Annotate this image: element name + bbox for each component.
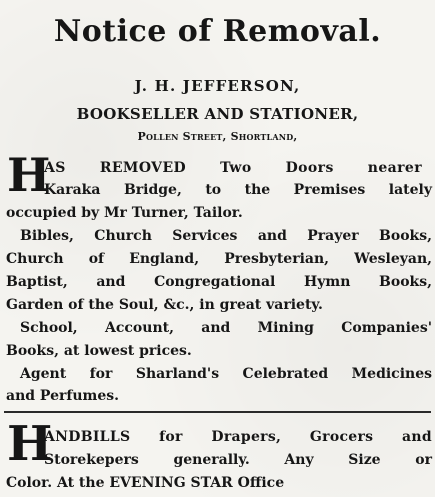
agent-line-2: and Perfumes. — [6, 388, 120, 404]
account-line-1: School, Account, and Mining Companies' — [20, 320, 432, 336]
removal-line-2: Karaka Bridge, to the Premises lately — [44, 182, 432, 198]
drop-cap-removal: H — [7, 148, 51, 202]
handbills-line-3: Color. At the EVENING STAR Office — [6, 475, 285, 491]
stock-line-2: Church of England, Presbyterian, Wesleyan, — [6, 251, 432, 267]
drop-cap-handbills: H — [7, 416, 53, 472]
agent-line-1: Agent for Sharland's Celebrated Medicines — [20, 366, 432, 382]
removal-line-1: AS REMOVED Two Doors nearer — [44, 160, 422, 176]
proprietor-name: J. H. JEFFERSON, — [134, 77, 301, 95]
handbills-line-1: ANDBILLS for Drapers, Grocers and — [44, 429, 432, 445]
account-line-2: Books, at lowest prices. — [6, 343, 192, 359]
notice-title: Notice of Removal. — [53, 14, 382, 49]
trade-line: BOOKSELLER AND STATIONER, — [76, 105, 359, 123]
stock-line-4: Garden of the Soul, &c., in great variety. — [6, 297, 323, 313]
handbills-line-2: Storekepers generally. Any Size or — [44, 452, 432, 468]
stock-line-1: Bibles, Church Services and Prayer Books, — [20, 228, 432, 244]
divider-rule — [4, 411, 431, 413]
removal-line-3: occupied by Mr Turner, Tailor. — [6, 205, 243, 221]
stock-line-3: Baptist, and Congregational Hymn Books, — [6, 274, 432, 290]
street-address: Pollen Street, Shortland, — [137, 130, 298, 143]
